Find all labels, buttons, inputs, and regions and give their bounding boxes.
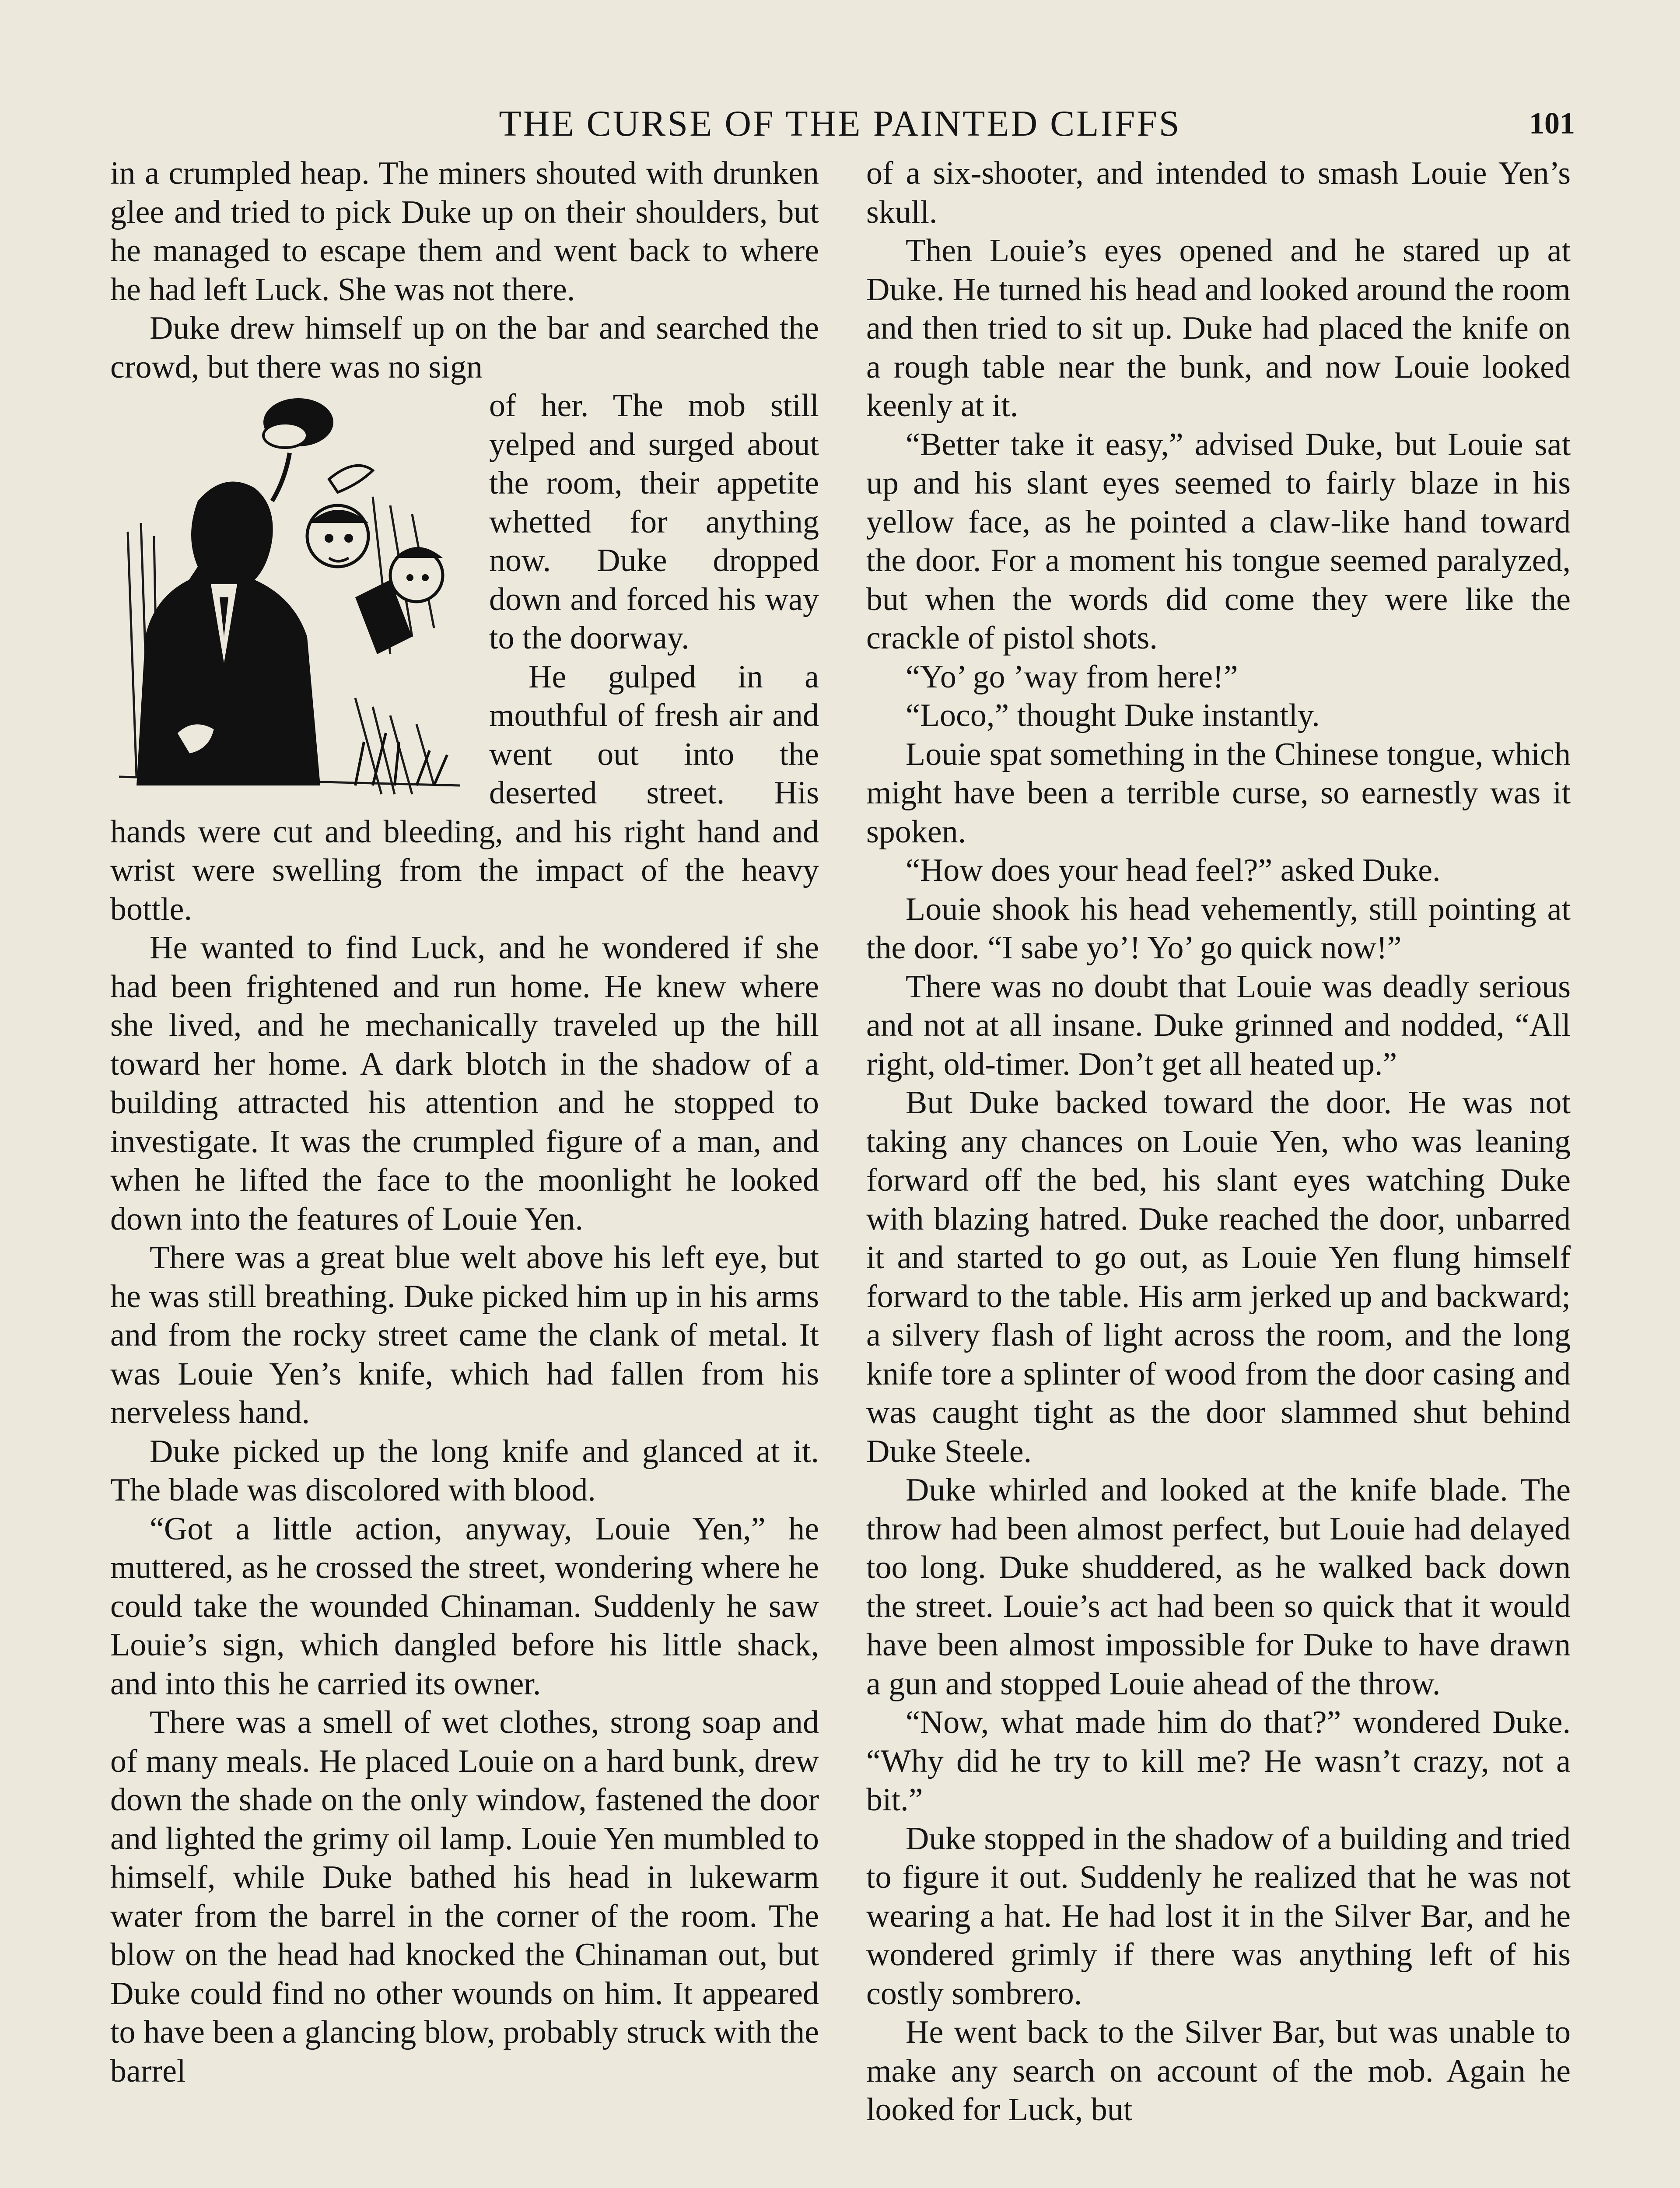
paragraph: But Duke backed toward the door. He was not taking any chances on Louie Yen, who was leaning forward off the bed, his slant eyes watching Duke with blazing hatred. Duke reached the door, unbarred it and started to go out, as Louie Yen flung himself forward to the table. His arm jerked up and backward; a silvery flash of light across the room, and the long knife tore a splinter of wood from the door casing and was caught tight as the door slammed shut behind Duke Steele. xyxy=(866,1085,1571,1469)
paragraph-text-lead: Duke drew himself up on the bar and searched the crowd, but there was no sign xyxy=(110,310,819,385)
paragraph: of a six-shooter, and intended to smash Louie Yen’s skull. xyxy=(866,155,1571,230)
running-head xyxy=(109,100,1575,148)
left-column xyxy=(110,154,819,2188)
paragraph: “How does your head feel?” asked Duke. xyxy=(906,852,1441,888)
page-number: 101 xyxy=(1529,107,1575,140)
paragraph-first-part xyxy=(110,309,819,386)
paragraph: Louie shook his head vehemently, still pointing at the door. “I sabe yo’! Yo’ go quick now!” xyxy=(866,891,1571,966)
paragraph: Then Louie’s eyes opened and he stared up at Duke. He turned his head and looked around the room and then tried to sit up. Duke had placed the knife on a rough table near the bunk, and now Louie looked keenly at it. xyxy=(866,233,1571,424)
paragraph: He gulped in a mouthful of fresh air and went out into the deserted street. His hands were cut and bleeding, and his right hand and wrist were swelling from the impact of the heavy bottle. xyxy=(110,659,819,927)
paragraph: “Better take it easy,” advised Duke, but Louie sat up and his slant eyes seemed to fairly blaze in his yellow face, as he pointed a claw-like hand toward the door. For a moment his tongue seemed paralyzed, but when the words did come they were like the crackle of pistol shots. xyxy=(866,426,1571,656)
paragraph: He went back to the Silver Bar, but was unable to make any search on account of the mob. Again he looked for Luck, but xyxy=(866,2014,1571,2128)
saloon-crowd-illustration xyxy=(110,392,473,803)
paragraph: “Now, what made him do that?” wondered Duke. “Why did he try to kill me? He wasn’t crazy, not a bit.” xyxy=(866,1704,1571,1818)
paragraph: There was no doubt that Louie was deadly serious and not at all insane. Duke grinned and nodded, “All right, old-timer. Don’t get all heated up.” xyxy=(866,968,1571,1082)
paragraph: There was a great blue welt above his left eye, but he was still breathing. Duke picked him up in his arms and from the rocky street came the clank of metal. It was Louie Yen’s knife, which had fallen from his nerveless hand. xyxy=(110,1240,819,1431)
paragraph: in a crumpled heap. The miners shouted with drunken glee and tried to pick Duke up on their shoulders, but he managed to escape them and went back to where he had left Luck. She was not there. xyxy=(110,155,819,308)
paragraph: There was a smell of wet clothes, strong soap and of many meals. He placed Louie on a hard bunk, drew down the shade on the only window, fastened the door and lighted the grimy oil lamp. Louie Yen mumbled to himself, while Duke bathed his head in lukewarm water from the barrel in the corner of the room. The blow on the head had knocked the Chinaman out, but Duke could find no other wounds on him. It appeared to have been a glancing blow, probably struck with the barrel xyxy=(110,1704,819,2089)
paragraph: Duke whirled and looked at the knife blade. The throw had been almost perfect, but Louie had delayed too long. Duke shuddered, as he walked back down the street. Louie’s act had been so quick that it would have been almost impossible for Duke to have drawn a gun and stopped Louie ahead of the throw. xyxy=(866,1472,1571,1702)
paragraph: “Got a little action, anyway, Louie Yen,” he muttered, as he crossed the street, wondering where he could take the wounded Chinaman. Suddenly he saw Louie’s sign, which dangled before his little shack, and into this he carried its owner. xyxy=(110,1511,819,1702)
paragraph: Louie spat something in the Chinese tongue, which might have been a terrible curse, so earnestly was it spoken. xyxy=(866,736,1571,850)
illustration-drawing xyxy=(110,392,473,803)
right-column xyxy=(866,154,1571,2188)
paragraph: “Loco,” thought Duke instantly. xyxy=(906,698,1320,733)
paragraph-wrap: of her. The mob still yelped and surged about the room, their appetite whetted for anything now. Duke dropped down and forced his way to the doorway. xyxy=(489,388,819,656)
paragraph: Duke picked up the long knife and glanced at it. The blade was discolored with blood. xyxy=(110,1433,819,1508)
paragraph: He wanted to find Luck, and he wondered if she had been frightened and run home. He knew where she lived, and he mechanically traveled up the hill toward her home. A dark blotch in the shadow of a building attracted his attention and he stopped to investigate. It was the crumpled figure of a man, and when he lifted the face to the moonlight he looked down into the features of Louie Yen. xyxy=(110,930,819,1237)
paragraph: Duke stopped in the shadow of a building and tried to figure it out. Suddenly he realized that he was not wearing a hat. He had lost it in the Silver Bar, and he wondered grimly if there was anything left of his costly sombrero. xyxy=(866,1820,1571,2012)
running-title: THE CURSE OF THE PAINTED CLIFFS xyxy=(499,103,1181,144)
paragraph: “Yo’ go ’way from here!” xyxy=(906,659,1238,695)
